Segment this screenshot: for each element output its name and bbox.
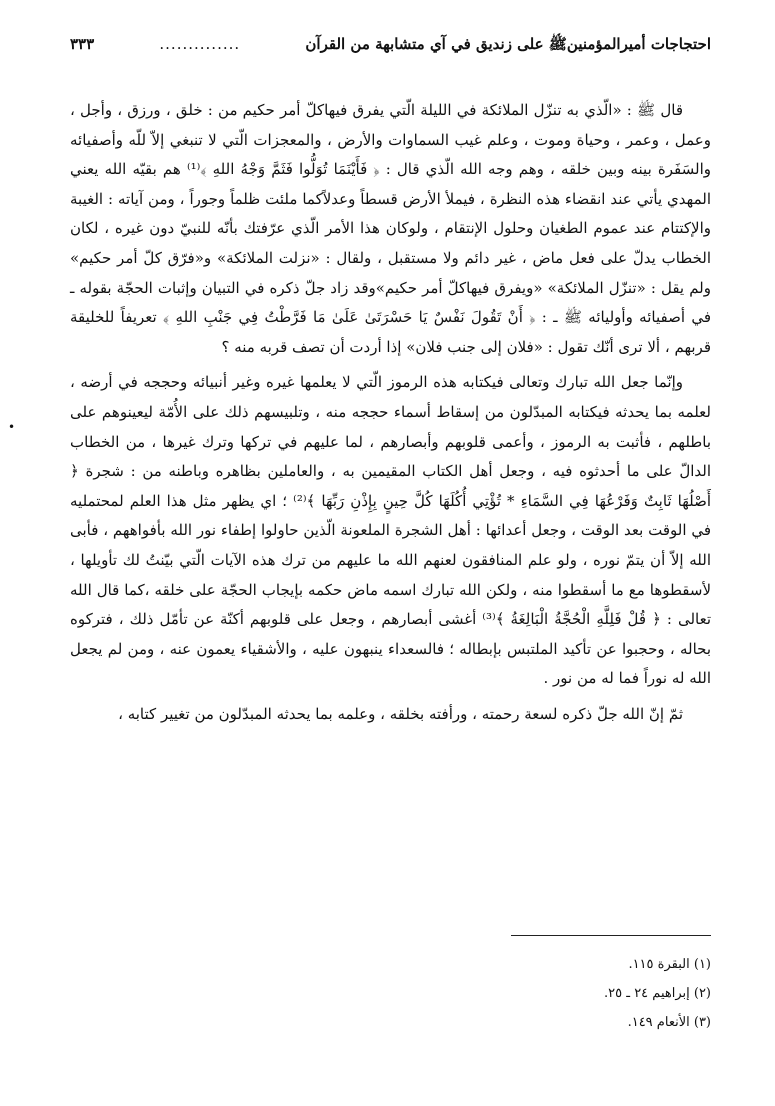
header-leader-dots: .............. <box>159 35 241 53</box>
running-header <box>70 35 711 57</box>
paragraph: وإنّما جعل الله تبارك وتعالى فيكتابه هذه الرموز الّتي لا يعلمها غيره وغير أنبيائه وحججه في أرضه ، لعلمه بما يحدثه فيكتابه المبدّلون من إسقاط أسماء حججه منه ، وتلبيسهم ذلك على الأُمّة ليعينوهم على باطلهم ، فأثبت به الرموز ، وأعمى قلوبهم وأبصارهم ، لما عليهم في تركها وترك غيرها ، من الخطاب الدالّ على ما أحدثوه فيه ، وجعل أهل الكتاب المقيمين به ، والعاملين بظاهره وباطنه من : شجرة ﴿ أَصْلُهَا ثَابِتٌ وَفَرْعُهَا فِي السَّمَاءِ * تُؤْتِي أُكُلَهَا كُلَّ حِينٍ بِإِذْنِ رَبِّهَا ﴾⁽²⁾ ؛ اي يظهر مثل هذا العلم لمحتمليه في الوقت بعد الوقت ، وجعل أعدائها : أهل الشجرة الملعونة الّذين حاولوا إطفاء نور الله بأفواههم ، فأبى الله إلاّ أن يتمّ نوره ، ولو علم المنافقون لعنهم الله ما عليهم من ترك هذه الآيات الّتي بيّنتُ لك تأويلها ، لأسقطوها مع ما أسقطوا منه ، ولكن الله تبارك اسمه ماض حكمه بإيجاب الحجّة على خلقه ،كما قال الله تعالى : ﴿ قُلْ فَلِلَّهِ الْحُجَّةُ الْبَالِغَةُ ﴾⁽³⁾ أغشى أبصارهم ، وجعل على قلوبهم أكنّة عن تأمّل ذلك ، فتركوه بحاله ، وحجبوا عن تأكيد الملتبس بإبطاله ؛ فالسعداء ينبهون عليه ، والأشقياء يعمون عنه ، ومن لم يجعل الله له نوراً فما له من نور . <box>70 373 712 688</box>
page-number: ٣٣٣ <box>70 35 95 53</box>
paragraph: قال ﷺ : «الّذي به تنزّل الملائكة في الليلة الّتي يفرق فيهاكلّ أمر حكيم من : خلق ، ورزق ، وأجل ، وعمل ، وعمر ، وحياة وموت ، وعلم غيب السماوات والأرض ، والمعجزات الّتي لا تنبغي إلاّ للّه وأصفيائه والسَفَرة بينه وبين خلقه ، وهم وجه الله الّذي قال : ﴿ فَأَيْنَمَا تُوَلُّوا فَثَمَّ وَجْهُ اللهِ ﴾⁽¹⁾ هم بقيّه الله يعني المهدي يأتي عند انقضاء هذه النظرة ، فيملأ الأرض قسطاً وعدلاًكما ملئت ظلماً وجوراً ، ومن آياته : الغيبة والإكتتام عند عموم الطغيان وحلول الإنتقام ، ولوكان هذا الأمر الّذي عرّفتك بأنّه للنبيّ دون غيره ، لكان الخطاب يدلّ على فعل ماض ، غير دائم ولا مستقبل ، ولقال : «نزلت الملائكة» و«فرّق كلّ أمر حكيم» ولم يقل : «تنزّل الملائكة» «ويفرق فيهاكلّ أمر حكيم»وقد زاد جلّ ذكره في التبيان وإثبات الحجّة بقوله ـ في أصفيائه وأوليائه ﷺ ـ : ﴿ أَنْ تَقُولَ نَفْسٌ يَا حَسْرَتَىٰ عَلَىٰ مَا فَرَّطْتُ فِي جَنْبِ اللهِ ﴾ تعريفاً للخليقة قربهم ، ألا ترى أنّك تقول : «فلان إلى جنب فلان» إذا أردت أن تصف قربه منه ؟ <box>70 101 711 356</box>
footnote-divider <box>511 935 711 936</box>
footnotes <box>70 950 711 1037</box>
main-text <box>70 96 711 729</box>
margin-dot: • <box>8 420 16 434</box>
header-title: احتجاجات أميرالمؤمنينﷺ على زنديق في آي متشابهة من القرآن <box>305 35 711 53</box>
paragraph: ثمّ إنّ الله جلّ ذكره لسعة رحمته ، ورأفته بخلقه ، وعلمه بما يحدثه المبدّلون من تغيير كتابه ، <box>118 704 683 723</box>
footnote: (٢) إبراهيم ٢٤ ـ ٢٥. <box>604 986 711 1001</box>
footnote: (١) البقرة ١١٥. <box>628 957 711 972</box>
footnote: (٣) الأنعام ١٤٩. <box>627 1015 711 1030</box>
